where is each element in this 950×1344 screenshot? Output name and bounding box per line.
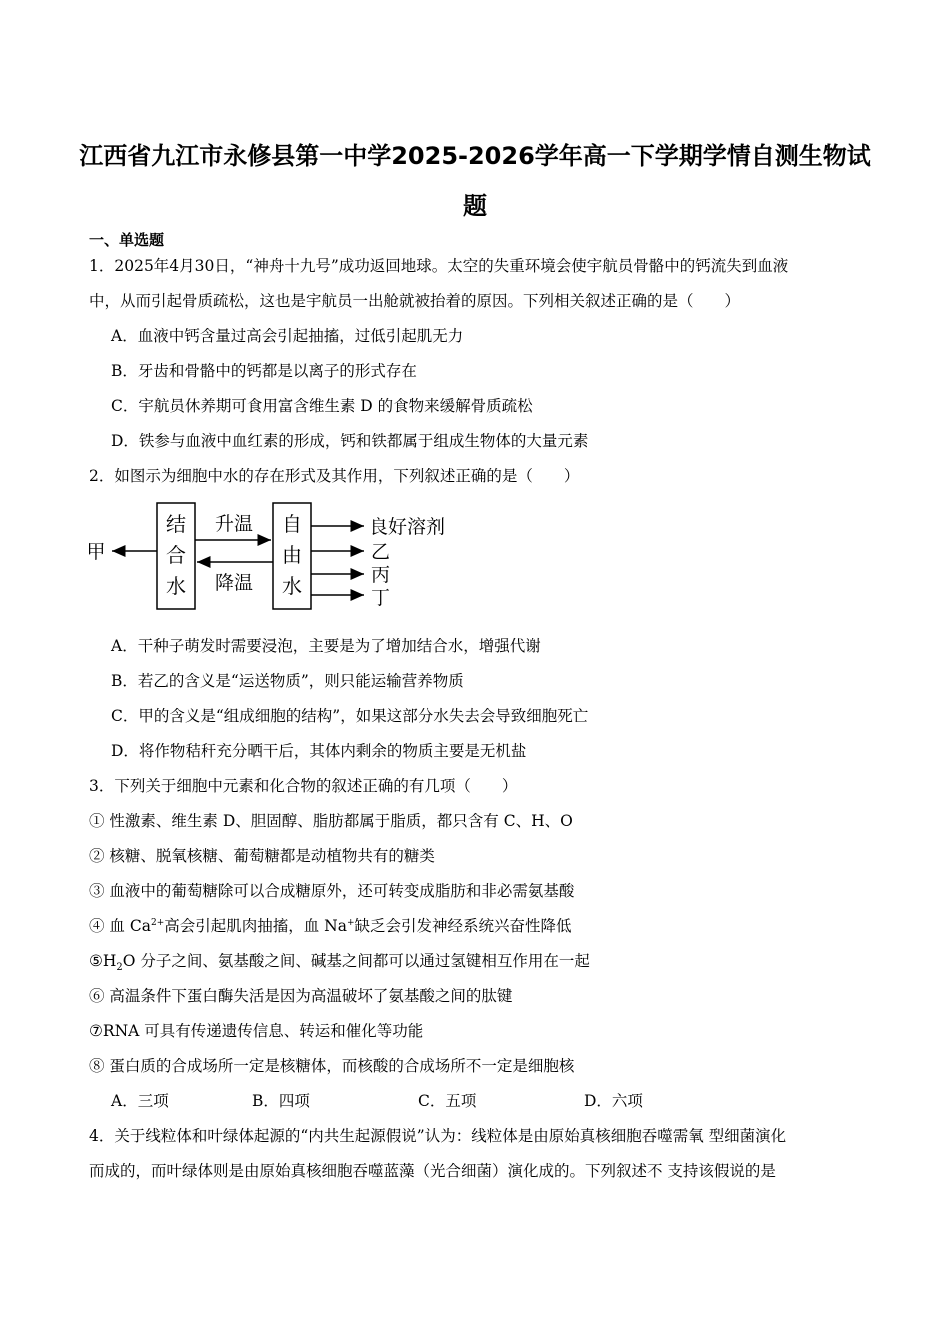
page-title-line1: 江西省九江市永修县第一中学2025-2026学年高一下学期学情自测生物试 xyxy=(79,142,871,170)
q3-item-4 xyxy=(89,914,572,936)
bound-water-char-2: 合 xyxy=(166,543,186,567)
q3-item-5 xyxy=(89,949,590,973)
q3-choice-a: A．三项 xyxy=(111,1092,169,1110)
q3-item-5-part-a: ⑤H xyxy=(89,952,117,970)
q4-stem-line1: 4．关于线粒体和叶绿体起源的“内共生起源假说”认为：线粒体是由原始真核细胞吞噬需氧 型细菌演化 xyxy=(89,1127,787,1145)
q3-item-4-part-a: ④ 血 Ca xyxy=(89,917,151,935)
q3-item-5-part-b: O 分子之间、氨基酸之间、碱基之间都可以通过氢键相互作用在一起 xyxy=(122,952,590,970)
q3-item-4-part-b: 高会引起肌肉抽搐，血 Na xyxy=(164,917,347,935)
output-label-4: 丁 xyxy=(371,587,391,609)
free-water-char-3: 水 xyxy=(282,574,302,598)
q3-item-8: ⑧ 蛋白质的合成场所一定是核糖体，而核酸的合成场所不一定是细胞核 xyxy=(89,1057,575,1075)
q4-stem-line2: 而成的，而叶绿体则是由原始真核细胞吞噬蓝藻（光合细菌）演化成的。下列叙述不 支持该假说的是 xyxy=(89,1162,776,1180)
q2-option-c: C．甲的含义是“组成细胞的结构”，如果这部分水失去会导致细胞死亡 xyxy=(111,707,589,725)
q3-item-3: ③ 血液中的葡萄糖除可以合成糖原外，还可转变成脂肪和非必需氨基酸 xyxy=(89,882,575,900)
bound-water-char-3: 水 xyxy=(166,574,186,598)
q1-option-c: C．宇航员休养期可食用富含维生素 D 的食物来缓解骨质疏松 xyxy=(111,397,533,415)
q2-option-a: A．干种子萌发时需要浸泡，主要是为了增加结合水，增强代谢 xyxy=(111,637,541,655)
output-label-3: 丙 xyxy=(371,564,391,586)
q2-stem: 2．如图示为细胞中水的存在形式及其作用，下列叙述正确的是（ ） xyxy=(89,467,580,485)
water-forms-diagram xyxy=(82,496,482,616)
free-water-char-1: 自 xyxy=(282,512,302,536)
output-label-1: 良好溶剂 xyxy=(369,516,446,538)
bound-water-char-1: 结 xyxy=(166,512,186,536)
q1-stem-line2: 中，从而引起骨质疏松，这也是宇航员一出舱就被抬着的原因。下列相关叙述正确的是（ ） xyxy=(89,292,741,310)
q3-choice-d: D．六项 xyxy=(584,1092,643,1110)
q1-option-a: A．血液中钙含量过高会引起抽搐，过低引起肌无力 xyxy=(111,327,464,345)
free-water-char-2: 由 xyxy=(282,543,302,567)
section-heading: 一、单选题 xyxy=(89,231,165,249)
left-output-label: 甲 xyxy=(86,541,106,563)
q1-option-d: D．铁参与血液中血红素的形成，钙和铁都属于组成生物体的大量元素 xyxy=(111,432,589,450)
q3-choice-b: B．四项 xyxy=(252,1092,310,1110)
heating-label: 升温 xyxy=(214,513,254,535)
q3-item-2: ② 核糖、脱氧核糖、葡萄糖都是动植物共有的糖类 xyxy=(89,847,435,865)
cooling-label: 降温 xyxy=(214,572,254,594)
q1-option-b: B．牙齿和骨骼中的钙都是以离子的形式存在 xyxy=(111,362,417,380)
water-subscript: 2 xyxy=(116,962,123,974)
calcium-charge: 2+ xyxy=(150,917,165,928)
q3-item-7: ⑦RNA 可具有传递遗传信息、转运和催化等功能 xyxy=(89,1022,424,1040)
q1-stem-line1: 1．2025年4月30日，“神舟十九号”成功返回地球。太空的失重环境会使宇航员骨骼中的钙流失到血液 xyxy=(89,257,789,275)
sodium-charge: + xyxy=(346,917,355,928)
q3-stem: 3．下列关于细胞中元素和化合物的叙述正确的有几项（ ） xyxy=(89,777,518,795)
q3-item-4-part-c: 缺乏会引发神经系统兴奋性降低 xyxy=(354,917,572,935)
q3-item-6: ⑥ 高温条件下蛋白酶失活是因为高温破坏了氨基酸之间的肽键 xyxy=(89,987,513,1005)
q3-item-1: ① 性激素、维生素 D、胆固醇、脂肪都属于脂质，都只含有 C、H、O xyxy=(89,812,573,830)
page-title-line2: 题 xyxy=(463,192,487,220)
q2-option-b: B．若乙的含义是“运送物质”，则只能运输营养物质 xyxy=(111,672,464,690)
q3-choice-c: C．五项 xyxy=(418,1092,477,1110)
output-label-2: 乙 xyxy=(371,541,391,563)
q2-option-d: D．将作物秸秆充分晒干后，其体内剩余的物质主要是无机盐 xyxy=(111,742,527,760)
